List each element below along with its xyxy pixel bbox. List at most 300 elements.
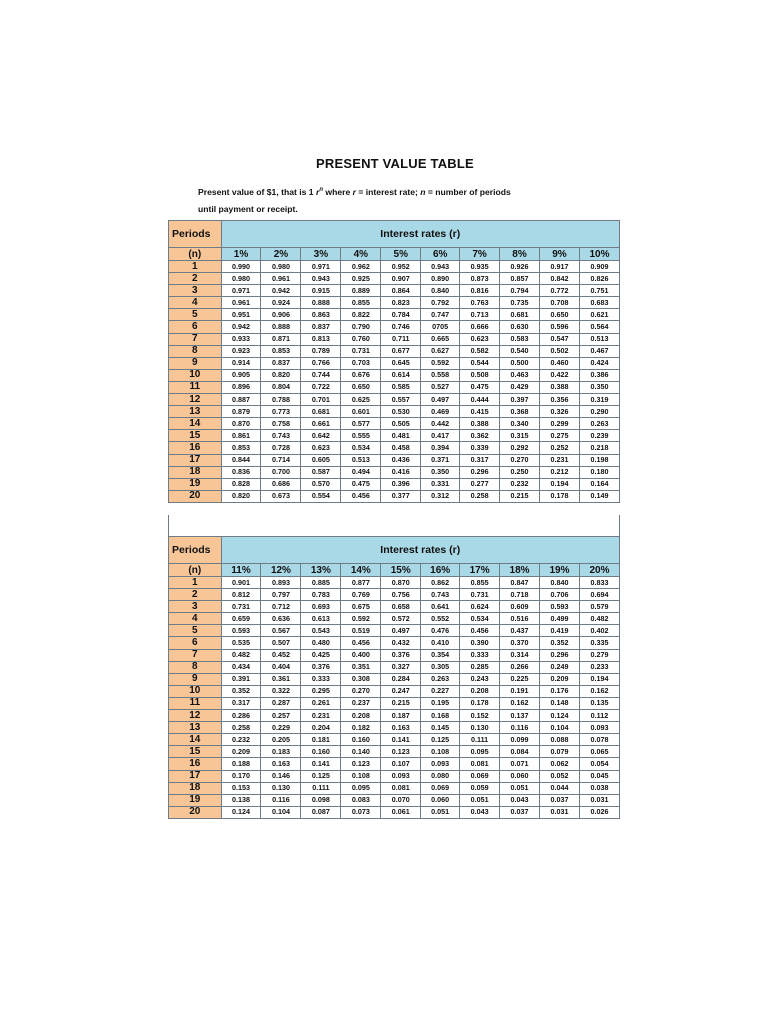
value-cell: 0.354	[421, 649, 460, 661]
value-cell: 0.290	[579, 406, 619, 418]
value-cell: 0.284	[381, 673, 421, 685]
value-cell: 0.627	[421, 345, 460, 357]
value-cell: 0.923	[221, 345, 261, 357]
value-cell: 0.475	[341, 478, 381, 490]
rate-header: 14%	[341, 564, 381, 577]
value-cell: 0.676	[341, 369, 381, 381]
table-row	[169, 697, 620, 709]
table-row	[169, 321, 620, 333]
value-cell: 0.391	[221, 673, 261, 685]
value-cell: 0.432	[381, 637, 421, 649]
value-cell: 0.335	[579, 637, 619, 649]
value-cell: 0.543	[301, 625, 341, 637]
value-cell: 0.896	[221, 381, 261, 393]
value-cell: 0.823	[381, 297, 421, 309]
value-cell: 0.123	[381, 746, 421, 758]
period-cell: 17	[169, 770, 222, 782]
value-cell: 0.535	[221, 637, 261, 649]
table-row	[169, 454, 620, 466]
table-row	[169, 369, 620, 381]
period-cell: 5	[169, 309, 222, 321]
value-cell: 0.722	[301, 381, 341, 393]
value-cell: 0.864	[381, 285, 421, 297]
period-cell: 4	[169, 613, 222, 625]
value-cell: 0.547	[540, 333, 580, 345]
value-cell: 0.168	[421, 710, 460, 722]
value-cell: 0.706	[540, 589, 580, 601]
value-cell: 0.123	[341, 758, 381, 770]
value-cell: 0.079	[540, 746, 580, 758]
value-cell: 0.390	[460, 637, 500, 649]
value-cell: 0.084	[500, 746, 540, 758]
value-cell: 0.659	[221, 613, 261, 625]
rates-row	[169, 564, 620, 577]
value-cell: 0.516	[500, 613, 540, 625]
value-cell: 0.215	[381, 697, 421, 709]
value-cell: 0.350	[421, 466, 460, 478]
value-cell: 0.820	[261, 369, 301, 381]
value-cell: 0.424	[579, 357, 619, 369]
value-cell: 0.816	[460, 285, 500, 297]
value-cell: 0.081	[381, 782, 421, 794]
rate-header: 18%	[500, 564, 540, 577]
value-cell: 0.231	[301, 710, 341, 722]
table-row	[169, 722, 620, 734]
value-cell: 0.665	[421, 333, 460, 345]
value-cell: 0.587	[301, 466, 341, 478]
value-cell: 0.855	[341, 297, 381, 309]
period-cell: 20	[169, 806, 222, 818]
rate-header: 15%	[381, 564, 421, 577]
value-cell: 0.327	[381, 661, 421, 673]
value-cell: 0.296	[460, 466, 500, 478]
value-cell: 0.893	[261, 577, 301, 589]
value-cell: 0.368	[500, 406, 540, 418]
table-row	[169, 782, 620, 794]
value-cell: 0.124	[540, 710, 580, 722]
value-cell: 0.482	[221, 649, 261, 661]
value-cell: 0.693	[301, 601, 341, 613]
value-cell: 0.790	[341, 321, 381, 333]
value-cell: 0.564	[579, 321, 619, 333]
table-row	[169, 770, 620, 782]
value-cell: 0.641	[421, 601, 460, 613]
value-cell: 0.060	[421, 794, 460, 806]
value-cell: 0.415	[460, 406, 500, 418]
value-cell: 0.261	[301, 697, 341, 709]
value-cell: 0.125	[421, 734, 460, 746]
value-cell: 0.149	[579, 490, 619, 502]
value-cell: 0.467	[579, 345, 619, 357]
period-cell: 14	[169, 418, 222, 430]
value-cell: 0.558	[421, 369, 460, 381]
value-cell: 0.751	[579, 285, 619, 297]
value-cell: 0.873	[460, 273, 500, 285]
value-cell: 0.229	[261, 722, 301, 734]
value-cell: 0.675	[341, 601, 381, 613]
value-cell: 0.069	[460, 770, 500, 782]
value-cell: 0.788	[261, 394, 301, 406]
value-cell: 0.362	[460, 430, 500, 442]
value-cell: 0.194	[579, 673, 619, 685]
value-cell: 0.837	[261, 357, 301, 369]
value-cell: 0.905	[221, 369, 261, 381]
value-cell: 0.340	[500, 418, 540, 430]
value-cell: 0.794	[500, 285, 540, 297]
value-cell: 0.961	[261, 273, 301, 285]
period-cell: 19	[169, 478, 222, 490]
value-cell: 0.095	[460, 746, 500, 758]
value-cell: 0.116	[261, 794, 301, 806]
present-value-table-2	[168, 536, 620, 819]
rate-header: 16%	[421, 564, 460, 577]
table-row	[169, 381, 620, 393]
value-cell: 0.842	[540, 273, 580, 285]
table-row	[169, 734, 620, 746]
value-cell: 0.352	[540, 637, 580, 649]
value-cell: 0.820	[221, 490, 261, 502]
value-cell: 0.333	[460, 649, 500, 661]
value-cell: 0.071	[500, 758, 540, 770]
value-cell: 0.540	[500, 345, 540, 357]
value-cell: 0.031	[540, 806, 580, 818]
value-cell: 0.059	[460, 782, 500, 794]
value-cell: 0.577	[341, 418, 381, 430]
value-cell: 0.980	[261, 261, 301, 273]
value-cell: 0.044	[540, 782, 580, 794]
value-cell: 0.621	[579, 309, 619, 321]
value-cell: 0.339	[460, 442, 500, 454]
value-cell: 0.295	[301, 685, 341, 697]
value-cell: 0.038	[579, 782, 619, 794]
value-cell: 0.708	[540, 297, 580, 309]
value-cell: 0.045	[579, 770, 619, 782]
value-cell: 0.480	[301, 637, 341, 649]
value-cell: 0.519	[341, 625, 381, 637]
value-cell: 0.026	[579, 806, 619, 818]
table-row	[169, 673, 620, 685]
value-cell: 0.666	[460, 321, 500, 333]
value-cell: 0.686	[261, 478, 301, 490]
table-row	[169, 478, 620, 490]
value-cell: 0.333	[301, 673, 341, 685]
period-cell: 10	[169, 369, 222, 381]
value-cell: 0.394	[421, 442, 460, 454]
value-cell: 0.476	[421, 625, 460, 637]
period-cell: 16	[169, 442, 222, 454]
value-cell: 0.145	[421, 722, 460, 734]
value-cell: 0.961	[221, 297, 261, 309]
value-cell: 0.052	[540, 770, 580, 782]
value-cell: 0.182	[341, 722, 381, 734]
value-cell: 0.422	[540, 369, 580, 381]
value-cell: 0.650	[341, 381, 381, 393]
value-cell: 0.444	[460, 394, 500, 406]
value-cell: 0.623	[460, 333, 500, 345]
value-cell: 0.813	[301, 333, 341, 345]
value-cell: 0.661	[301, 418, 341, 430]
value-cell: 0.681	[500, 309, 540, 321]
value-cell: 0.907	[381, 273, 421, 285]
value-cell: 0.917	[540, 261, 580, 273]
table-row	[169, 601, 620, 613]
value-cell: 0.376	[301, 661, 341, 673]
value-cell: 0.111	[301, 782, 341, 794]
value-cell: 0.249	[540, 661, 580, 673]
value-cell: 0.104	[540, 722, 580, 734]
value-cell: 0.191	[500, 685, 540, 697]
table-row	[169, 577, 620, 589]
value-cell: 0.789	[301, 345, 341, 357]
value-cell: 0.452	[261, 649, 301, 661]
rate-header: 17%	[460, 564, 500, 577]
value-cell: 0.062	[540, 758, 580, 770]
period-cell: 15	[169, 430, 222, 442]
value-cell: 0.609	[500, 601, 540, 613]
header-row	[169, 537, 620, 564]
interest-rates-header: Interest rates (r)	[221, 537, 619, 564]
value-cell: 0.416	[381, 466, 421, 478]
value-cell: 0.783	[301, 589, 341, 601]
value-cell: 0.270	[341, 685, 381, 697]
value-cell: 0.797	[261, 589, 301, 601]
value-cell: 0.500	[500, 357, 540, 369]
value-cell: 0.601	[341, 406, 381, 418]
value-cell: 0.497	[381, 625, 421, 637]
value-cell: 0.847	[500, 577, 540, 589]
value-cell: 0.351	[341, 661, 381, 673]
value-cell: 0.314	[500, 649, 540, 661]
value-cell: 0.087	[301, 806, 341, 818]
value-cell: 0.070	[381, 794, 421, 806]
value-cell: 0.735	[500, 297, 540, 309]
value-cell: 0705	[421, 321, 460, 333]
value-cell: 0.137	[500, 710, 540, 722]
period-cell: 20	[169, 490, 222, 502]
value-cell: 0.093	[421, 758, 460, 770]
value-cell: 0.208	[341, 710, 381, 722]
table-row	[169, 297, 620, 309]
value-cell: 0.204	[301, 722, 341, 734]
rate-header: 2%	[261, 248, 301, 261]
period-cell: 7	[169, 649, 222, 661]
value-cell: 0.746	[381, 321, 421, 333]
value-cell: 0.870	[381, 577, 421, 589]
value-cell: 0.870	[221, 418, 261, 430]
value-cell: 0.130	[261, 782, 301, 794]
table-row	[169, 613, 620, 625]
intro-part-2: where	[323, 187, 353, 197]
period-cell: 19	[169, 794, 222, 806]
value-cell: 0.623	[301, 442, 341, 454]
value-cell: 0.093	[579, 722, 619, 734]
value-cell: 0.889	[341, 285, 381, 297]
table-row	[169, 430, 620, 442]
value-cell: 0.763	[460, 297, 500, 309]
value-cell: 0.557	[381, 394, 421, 406]
table-row	[169, 261, 620, 273]
value-cell: 0.743	[421, 589, 460, 601]
value-cell: 0.258	[221, 722, 261, 734]
periods-header: Periods	[169, 221, 222, 248]
period-cell: 9	[169, 673, 222, 685]
value-cell: 0.116	[500, 722, 540, 734]
intro-r-2: r	[352, 187, 356, 197]
value-cell: 0.299	[540, 418, 580, 430]
intro-part-4: = number of periods	[425, 187, 511, 197]
value-cell: 0.098	[301, 794, 341, 806]
value-cell: 0.731	[460, 589, 500, 601]
rate-header: 11%	[221, 564, 261, 577]
table-row	[169, 285, 620, 297]
table-row	[169, 589, 620, 601]
value-cell: 0.031	[579, 794, 619, 806]
value-cell: 0.863	[301, 309, 341, 321]
value-cell: 0.178	[460, 697, 500, 709]
value-cell: 0.146	[261, 770, 301, 782]
value-cell: 0.141	[301, 758, 341, 770]
value-cell: 0.308	[341, 673, 381, 685]
value-cell: 0.108	[341, 770, 381, 782]
value-cell: 0.436	[381, 454, 421, 466]
value-cell: 0.258	[460, 490, 500, 502]
table-row	[169, 333, 620, 345]
value-cell: 0.924	[261, 297, 301, 309]
value-cell: 0.331	[421, 478, 460, 490]
value-cell: 0.104	[261, 806, 301, 818]
value-cell: 0.642	[301, 430, 341, 442]
value-cell: 0.112	[579, 710, 619, 722]
value-cell: 0.951	[221, 309, 261, 321]
value-cell: 0.773	[261, 406, 301, 418]
value-cell: 0.315	[500, 430, 540, 442]
page-title: PRESENT VALUE TABLE	[316, 156, 474, 171]
value-cell: 0.371	[421, 454, 460, 466]
value-cell: 0.508	[460, 369, 500, 381]
period-cell: 6	[169, 637, 222, 649]
rate-header: 7%	[460, 248, 500, 261]
value-cell: 0.614	[381, 369, 421, 381]
value-cell: 0.093	[381, 770, 421, 782]
value-cell: 0.111	[460, 734, 500, 746]
value-cell: 0.051	[460, 794, 500, 806]
value-cell: 0.731	[341, 345, 381, 357]
value-cell: 0.980	[221, 273, 261, 285]
value-cell: 0.458	[381, 442, 421, 454]
value-cell: 0.312	[421, 490, 460, 502]
value-cell: 0.148	[540, 697, 580, 709]
value-cell: 0.513	[579, 333, 619, 345]
value-cell: 0.714	[261, 454, 301, 466]
period-cell: 18	[169, 782, 222, 794]
value-cell: 0.225	[500, 673, 540, 685]
value-cell: 0.233	[579, 661, 619, 673]
value-cell: 0.417	[421, 430, 460, 442]
value-cell: 0.181	[301, 734, 341, 746]
table-row	[169, 442, 620, 454]
period-cell: 10	[169, 685, 222, 697]
value-cell: 0.456	[341, 637, 381, 649]
value-cell: 0.828	[221, 478, 261, 490]
table-row	[169, 637, 620, 649]
value-cell: 0.434	[221, 661, 261, 673]
value-cell: 0.419	[540, 625, 580, 637]
value-cell: 0.758	[261, 418, 301, 430]
value-cell: 0.499	[540, 613, 580, 625]
value-cell: 0.442	[421, 418, 460, 430]
value-cell: 0.853	[221, 442, 261, 454]
intro-part-1: Present value of $1, that is 1	[198, 187, 316, 197]
header-row	[169, 221, 620, 248]
value-cell: 0.218	[579, 442, 619, 454]
table-row	[169, 794, 620, 806]
value-cell: 0.481	[381, 430, 421, 442]
value-cell: 0.826	[579, 273, 619, 285]
value-cell: 0.914	[221, 357, 261, 369]
period-cell: 3	[169, 601, 222, 613]
value-cell: 0.624	[460, 601, 500, 613]
value-cell: 0.605	[301, 454, 341, 466]
value-cell: 0.769	[341, 589, 381, 601]
value-cell: 0.188	[221, 758, 261, 770]
value-cell: 0.198	[579, 454, 619, 466]
present-value-table-1	[168, 220, 620, 503]
value-cell: 0.855	[460, 577, 500, 589]
value-cell: 0.194	[540, 478, 580, 490]
table-row	[169, 625, 620, 637]
rate-header: 1%	[221, 248, 261, 261]
value-cell: 0.160	[341, 734, 381, 746]
value-cell: 0.140	[341, 746, 381, 758]
value-cell: 0.275	[540, 430, 580, 442]
value-cell: 0.700	[261, 466, 301, 478]
value-cell: 0.822	[341, 309, 381, 321]
value-cell: 0.292	[500, 442, 540, 454]
value-cell: 0.694	[579, 589, 619, 601]
value-cell: 0.322	[261, 685, 301, 697]
n-label: (n)	[169, 248, 222, 261]
period-cell: 11	[169, 381, 222, 393]
value-cell: 0.502	[540, 345, 580, 357]
value-cell: 0.051	[500, 782, 540, 794]
value-cell: 0.593	[221, 625, 261, 637]
value-cell: 0.888	[261, 321, 301, 333]
value-cell: 0.592	[421, 357, 460, 369]
value-cell: 0.153	[221, 782, 261, 794]
period-cell: 5	[169, 625, 222, 637]
value-cell: 0.555	[341, 430, 381, 442]
value-cell: 0.497	[421, 394, 460, 406]
value-cell: 0.952	[381, 261, 421, 273]
value-cell: 0.270	[500, 454, 540, 466]
value-cell: 0.107	[381, 758, 421, 770]
value-cell: 0.043	[460, 806, 500, 818]
value-cell: 0.792	[421, 297, 460, 309]
value-cell: 0.552	[421, 613, 460, 625]
value-cell: 0.388	[540, 381, 580, 393]
value-cell: 0.376	[381, 649, 421, 661]
intro-exponent-text: n	[319, 187, 324, 194]
value-cell: 0.784	[381, 309, 421, 321]
value-cell: 0.766	[301, 357, 341, 369]
table-row	[169, 406, 620, 418]
value-cell: 0.971	[301, 261, 341, 273]
value-cell: 0.212	[540, 466, 580, 478]
value-cell: 0.572	[381, 613, 421, 625]
value-cell: 0.915	[301, 285, 341, 297]
value-cell: 0.232	[500, 478, 540, 490]
value-cell: 0.356	[540, 394, 580, 406]
